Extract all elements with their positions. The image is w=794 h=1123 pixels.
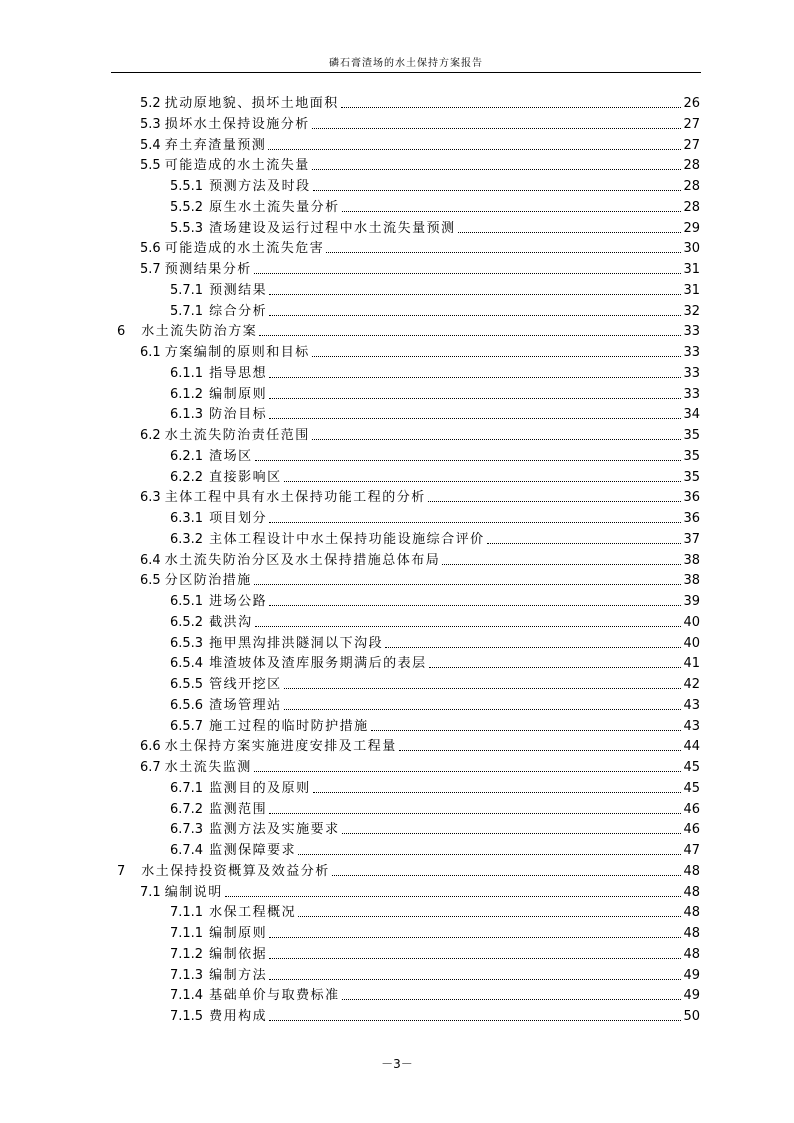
- toc-entry-title: 水土流失防治分区及水土保持措施总体布局: [164, 552, 441, 568]
- toc-entry[interactable]: [170, 715, 700, 735]
- toc-entry-page: 49: [683, 988, 700, 1004]
- toc-entry-number: 6.2: [140, 428, 161, 443]
- toc-entry-number: 7.1.2: [170, 946, 204, 962]
- toc-entry-number: 7.1.4: [170, 988, 204, 1004]
- toc-dot-leader: [269, 377, 681, 378]
- toc-entry-number: 6.3: [140, 490, 161, 506]
- toc-entry-number: 7.1: [140, 884, 161, 900]
- toc-entry[interactable]: [170, 901, 700, 921]
- toc-entry[interactable]: [170, 175, 700, 195]
- toc-entry-page: 48: [683, 884, 700, 900]
- toc-entry[interactable]: [140, 424, 700, 444]
- toc-entry[interactable]: [170, 694, 700, 714]
- toc-entry-page: 48: [683, 926, 700, 941]
- toc-entry-page: 40: [683, 635, 700, 651]
- toc-entry[interactable]: [170, 196, 700, 216]
- toc-dot-leader: [342, 833, 682, 834]
- toc-entry[interactable]: [117, 860, 700, 880]
- toc-entry[interactable]: [170, 922, 700, 942]
- toc-entry-title: 方案编制的原则和目标: [164, 345, 310, 360]
- toc-entry-page: 27: [683, 137, 700, 153]
- toc-entry[interactable]: [170, 611, 700, 631]
- toc-entry[interactable]: [170, 964, 700, 984]
- toc-entry-page: 35: [683, 448, 700, 464]
- toc-entry[interactable]: [170, 445, 700, 465]
- toc-entry[interactable]: [140, 756, 700, 776]
- toc-entry-page: 33: [683, 324, 700, 340]
- toc-entry-number: 7.1.1: [170, 926, 204, 941]
- toc-entry-number: 6.4: [140, 552, 161, 568]
- toc-entry-number: 5.6: [140, 241, 161, 257]
- toc-entry[interactable]: [170, 818, 700, 838]
- toc-entry[interactable]: [170, 777, 700, 797]
- toc-entry[interactable]: [170, 1005, 700, 1025]
- toc-entry-page: 33: [683, 365, 700, 381]
- toc-entry-number: 6: [117, 324, 126, 340]
- toc-entry-page: 38: [683, 573, 700, 589]
- toc-entry-page: 46: [683, 801, 700, 817]
- toc-entry-number: 6.3.1: [170, 511, 204, 526]
- toc-entry-title: 指导思想: [209, 365, 268, 381]
- toc-entry-page: 45: [683, 760, 700, 775]
- toc-entry-page: 44: [683, 739, 700, 755]
- toc-entry-page: 41: [683, 656, 700, 672]
- toc-entry[interactable]: [170, 300, 700, 320]
- toc-entry-title: 水土保持投资概算及效益分析: [141, 863, 330, 879]
- toc-entry-number: 6.1.2: [170, 386, 204, 402]
- toc-dot-leader: [269, 398, 681, 399]
- toc-entry-page: 47: [683, 843, 700, 858]
- toc-entry-page: 37: [683, 531, 700, 547]
- toc-dot-leader: [254, 273, 682, 274]
- toc-entry[interactable]: [170, 403, 700, 423]
- toc-entry-title: 预测结果分析: [164, 262, 252, 277]
- toc-entry-number: 5.5.1: [170, 179, 204, 194]
- toc-dot-leader: [269, 315, 681, 316]
- toc-entry-title: 主体工程中具有水土保持功能工程的分析: [164, 490, 426, 506]
- toc-dot-leader: [429, 667, 682, 668]
- toc-entry[interactable]: [140, 735, 700, 755]
- toc-entry[interactable]: [170, 466, 700, 486]
- toc-entry-number: 6.7.3: [170, 822, 204, 838]
- toc-entry-title: 编制依据: [209, 946, 268, 962]
- toc-entry-title: 防治目标: [209, 407, 268, 423]
- toc-entry-page: 35: [683, 469, 700, 485]
- toc-entry[interactable]: [140, 258, 700, 278]
- toc-dot-leader: [326, 252, 681, 253]
- toc-entry-page: 33: [683, 386, 700, 402]
- toc-entry-page: 28: [683, 199, 700, 215]
- toc-dot-leader: [284, 481, 682, 482]
- toc-entry[interactable]: [170, 279, 700, 299]
- toc-entry-number: 5.7.1: [170, 282, 204, 298]
- toc-entry[interactable]: [140, 154, 700, 174]
- toc-entry-number: 7.1.5: [170, 1009, 204, 1024]
- toc-entry-page: 34: [683, 407, 700, 423]
- toc-entry-number: 5.2: [140, 96, 161, 111]
- toc-entry-title: 监测方法及实施要求: [209, 822, 340, 838]
- toc-entry-number: 6.5.5: [170, 677, 204, 692]
- toc-entry-number: 6.1.3: [170, 407, 204, 423]
- toc-dot-leader: [487, 543, 682, 544]
- toc-dot-leader: [332, 875, 682, 876]
- toc-entry-number: 6.7: [140, 760, 161, 775]
- toc-entry-title: 预测结果: [209, 282, 268, 298]
- toc-entry-number: 5.5.3: [170, 220, 204, 236]
- toc-dot-leader: [255, 626, 682, 627]
- toc-entry-number: 5.3: [140, 116, 161, 132]
- toc-entry-title: 监测范围: [209, 801, 268, 817]
- toc-entry-title: 施工过程的临时防护措施: [209, 718, 369, 734]
- toc-entry[interactable]: [140, 569, 700, 589]
- toc-entry[interactable]: [170, 673, 700, 693]
- toc-entry-title: 直接影响区: [209, 469, 282, 485]
- toc-entry-title: 基础单价与取费标准: [209, 988, 340, 1004]
- toc-entry-page: 48: [683, 946, 700, 962]
- toc-entry-title: 截洪沟: [209, 614, 253, 630]
- toc-dot-leader: [255, 460, 682, 461]
- toc-dot-leader: [313, 190, 682, 191]
- toc-entry-page: 31: [683, 282, 700, 298]
- toc-dot-leader: [269, 813, 681, 814]
- toc-entry-title: 弃土弃渣量预测: [164, 137, 267, 153]
- toc-entry-page: 49: [683, 967, 700, 983]
- toc-entry[interactable]: [170, 652, 700, 672]
- toc-entry-title: 渣场建设及运行过程中水土流失量预测: [209, 220, 456, 236]
- toc-entry-number: 5.7: [140, 262, 161, 277]
- toc-entry-page: 46: [683, 822, 700, 838]
- toc-entry-title: 监测保障要求: [209, 843, 297, 858]
- toc-entry-page: 42: [683, 677, 700, 692]
- toc-entry[interactable]: [170, 943, 700, 963]
- toc-dot-leader: [298, 916, 681, 917]
- toc-entry-number: 6.5: [140, 573, 161, 589]
- toc-dot-leader: [442, 564, 681, 565]
- toc-entry[interactable]: [140, 881, 700, 901]
- toc-entry-page: 31: [683, 262, 700, 277]
- toc-entry-page: 30: [683, 241, 700, 257]
- toc-dot-leader: [269, 958, 681, 959]
- toc-entry-number: 6.1.1: [170, 365, 204, 381]
- toc-entry-page: 26: [683, 96, 700, 111]
- toc-dot-leader: [269, 418, 681, 419]
- toc-dot-leader: [399, 750, 682, 751]
- toc-entry[interactable]: [170, 798, 700, 818]
- toc-entry-number: 6.5.2: [170, 614, 204, 630]
- toc-entry-title: 扰动原地貌、损坏土地面积: [164, 96, 339, 111]
- toc-entry-page: 38: [683, 552, 700, 568]
- toc-entry[interactable]: [140, 134, 700, 154]
- toc-entry-page: 43: [683, 718, 700, 734]
- toc-entry[interactable]: [117, 320, 700, 340]
- toc-entry-page: 33: [683, 345, 700, 360]
- toc-dot-leader: [371, 730, 682, 731]
- toc-entry[interactable]: [140, 549, 700, 569]
- toc-entry[interactable]: [170, 984, 700, 1004]
- toc-dot-leader: [284, 688, 682, 689]
- toc-dot-leader: [312, 128, 682, 129]
- toc-dot-leader: [342, 999, 682, 1000]
- toc-entry-page: 35: [683, 428, 700, 443]
- toc-dot-leader: [284, 709, 682, 710]
- toc-dot-leader: [268, 149, 681, 150]
- toc-entry-title: 渣场管理站: [209, 697, 282, 713]
- toc-entry-title: 监测目的及原则: [209, 780, 311, 796]
- toc-entry-title: 编制方法: [209, 967, 268, 983]
- toc-entry-title: 堆渣坡体及渣库服务期满后的表层: [209, 656, 427, 672]
- toc-dot-leader: [269, 937, 681, 938]
- toc-entry-title: 水土流失防治责任范围: [164, 428, 310, 443]
- toc-entry-page: 28: [683, 158, 700, 174]
- toc-dot-leader: [341, 107, 682, 108]
- toc-entry[interactable]: [140, 486, 700, 506]
- toc-entry-title: 进场公路: [209, 594, 268, 609]
- toc-entry-title: 水保工程概况: [209, 905, 297, 921]
- toc-dot-leader: [428, 501, 682, 502]
- toc-entry-title: 综合分析: [209, 303, 268, 319]
- toc-entry-number: 6.2.1: [170, 448, 204, 464]
- toc-dot-leader: [254, 771, 682, 772]
- toc-entry[interactable]: [170, 507, 700, 527]
- toc-entry-number: 5.5: [140, 158, 161, 174]
- toc-dot-leader: [254, 584, 682, 585]
- toc-dot-leader: [342, 211, 682, 212]
- toc-entry-title: 损坏水土保持设施分析: [164, 116, 310, 132]
- toc-entry-number: 6.1: [140, 345, 161, 360]
- toc-entry[interactable]: [170, 632, 700, 652]
- toc-entry-number: 6.5.1: [170, 594, 204, 609]
- toc-dot-leader: [259, 335, 681, 336]
- toc-entry-number: 5.4: [140, 137, 161, 153]
- toc-entry-number: 7.1.1: [170, 905, 204, 921]
- toc-entry-number: 5.7.1: [170, 303, 204, 319]
- toc-entry[interactable]: [170, 362, 700, 382]
- toc-entry-title: 预测方法及时段: [209, 179, 311, 194]
- toc-entry-title: 水土流失防治方案: [141, 324, 258, 340]
- toc-entry-page: 50: [683, 1009, 700, 1024]
- toc-entry[interactable]: [170, 528, 700, 548]
- toc-entry-title: 可能造成的水土流失危害: [164, 241, 325, 257]
- toc-entry-title: 可能造成的水土流失量: [164, 158, 310, 174]
- toc-entry-page: 36: [683, 490, 700, 506]
- toc-entry-page: 48: [683, 905, 700, 921]
- toc-dot-leader: [269, 979, 681, 980]
- toc-entry-title: 主体工程设计中水土保持功能设施综合评价: [209, 531, 485, 547]
- toc-entry-number: 6.7.2: [170, 801, 204, 817]
- toc-entry-page: 32: [683, 303, 700, 319]
- toc-entry-title: 费用构成: [209, 1009, 268, 1024]
- toc-dot-leader: [269, 1020, 681, 1021]
- toc-entry-number: 6.7.4: [170, 843, 204, 858]
- toc-dot-leader: [298, 854, 681, 855]
- toc-entry-title: 原生水土流失量分析: [209, 199, 340, 215]
- toc-entry-title: 项目划分: [209, 511, 268, 526]
- toc-entry-title: 分区防治措施: [164, 573, 252, 589]
- toc-dot-leader: [269, 605, 681, 606]
- toc-dot-leader: [225, 896, 682, 897]
- toc-entry-number: 6.6: [140, 739, 161, 755]
- toc-entry-title: 编制原则: [209, 386, 268, 402]
- toc-entry-number: 6.5.6: [170, 697, 204, 713]
- toc-entry-number: 6.5.7: [170, 718, 204, 734]
- page-number: －3－: [381, 1057, 413, 1071]
- toc-dot-leader: [458, 232, 682, 233]
- toc-dot-leader: [269, 522, 681, 523]
- running-header: 磷石膏渣场的水土保持方案报告: [329, 58, 483, 69]
- toc-dot-leader: [312, 439, 682, 440]
- toc-entry[interactable]: [170, 839, 700, 859]
- toc-entry-title: 水土流失监测: [164, 760, 252, 775]
- toc-dot-leader: [269, 294, 681, 295]
- toc-entry[interactable]: [140, 92, 700, 112]
- toc-entry-title: 管线开挖区: [209, 677, 282, 692]
- toc-entry-number: 6.3.2: [170, 531, 204, 547]
- toc-entry-title: 水土保持方案实施进度安排及工程量: [164, 739, 397, 755]
- toc-entry-number: 6.5.3: [170, 635, 204, 651]
- toc-entry-title: 拖甲黑沟排洪隧洞以下沟段: [209, 635, 384, 651]
- toc-entry-number: 6.7.1: [170, 780, 204, 796]
- toc-entry-page: 27: [683, 116, 700, 132]
- toc-entry-page: 40: [683, 614, 700, 630]
- toc-entry-page: 39: [683, 594, 700, 609]
- toc-dot-leader: [385, 647, 681, 648]
- toc-dot-leader: [313, 792, 682, 793]
- toc-entry-number: 7: [117, 863, 126, 879]
- toc-entry[interactable]: [140, 237, 700, 257]
- toc-entry-page: 36: [683, 511, 700, 526]
- toc-entry-title: 编制说明: [164, 884, 223, 900]
- toc-entry[interactable]: [140, 341, 700, 361]
- toc-entry[interactable]: [170, 590, 700, 610]
- toc-entry-page: 28: [683, 179, 700, 194]
- toc-entry-number: 5.5.2: [170, 199, 204, 215]
- toc-entry-page: 48: [683, 863, 700, 879]
- toc-entry-number: 7.1.3: [170, 967, 204, 983]
- toc-entry-page: 45: [683, 780, 700, 796]
- header-divider: [111, 72, 701, 73]
- toc-entry-page: 43: [683, 697, 700, 713]
- toc-entry[interactable]: [170, 383, 700, 403]
- toc-entry-number: 6.5.4: [170, 656, 204, 672]
- toc-entry-title: 渣场区: [209, 448, 253, 464]
- toc-entry[interactable]: [170, 217, 700, 237]
- toc-dot-leader: [312, 356, 682, 357]
- toc-entry-title: 编制原则: [209, 926, 268, 941]
- toc-entry-number: 6.2.2: [170, 469, 204, 485]
- toc-entry[interactable]: [140, 113, 700, 133]
- toc-dot-leader: [312, 169, 682, 170]
- toc-entry-page: 29: [683, 220, 700, 236]
